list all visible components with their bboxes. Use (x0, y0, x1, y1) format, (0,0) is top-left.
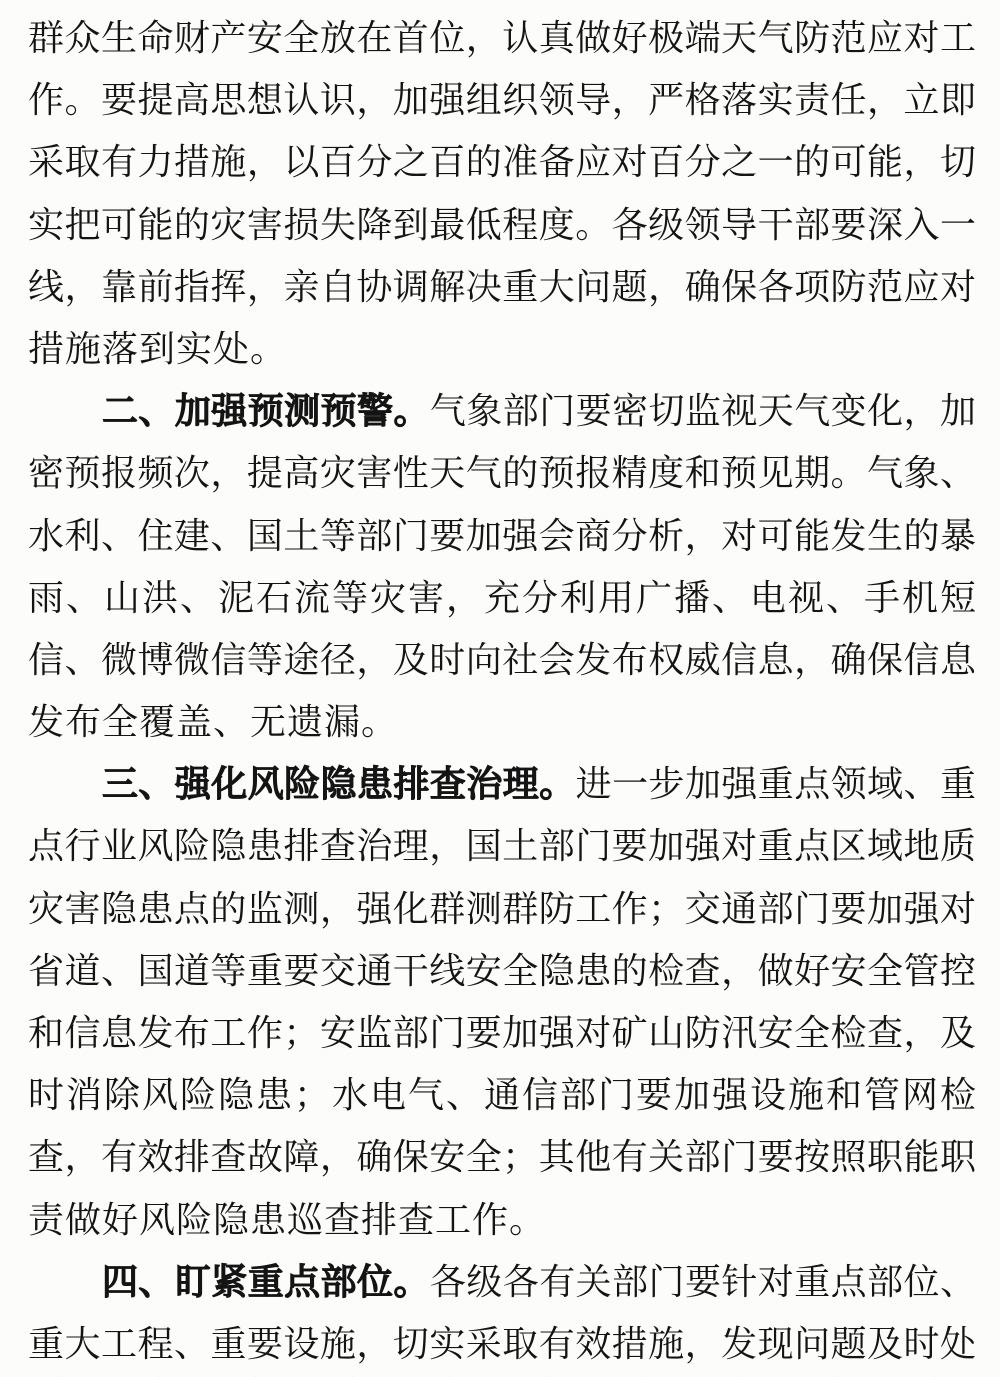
body-text: 信、微博微信等途径，及时向社会发布权威信息，确保信息 (28, 639, 976, 680)
body-text: 水利、住建、国土等部门要加强会商分析，对可能发生的暴 (28, 515, 976, 556)
body-text: 发布全覆盖、无遗漏。 (28, 702, 399, 743)
text-line (28, 878, 976, 940)
text-line (28, 567, 976, 629)
text-line (28, 505, 976, 567)
body-text: 和信息发布工作；安监部门要加强对矿山防汛安全检查，及 (28, 1013, 976, 1053)
section-4-heading: 四、盯紧重点部位。 (102, 1261, 430, 1302)
text-line (28, 629, 976, 691)
text-line (28, 1002, 976, 1064)
section-2-heading: 二、加强预测预警。 (102, 391, 430, 432)
body-text: 点行业风险隐患排查治理，国土部门要加强对重点区域地质 (28, 826, 976, 867)
text-line (28, 7, 976, 69)
text-line-section-2-start (28, 380, 976, 442)
body-text: 采取有力措施，以百分之百的准备应对百分之一的可能，切 (28, 142, 976, 183)
text-line (28, 940, 976, 1002)
section-3-heading: 三、强化风险隐患排查治理。 (102, 764, 576, 805)
text-line (28, 131, 976, 193)
body-text: 进一步加强重点领域、重 (575, 764, 976, 805)
text-line (28, 69, 976, 131)
text-line (28, 1313, 976, 1375)
body-text: 省道、国道等重要交通干线安全隐患的检查，做好安全管控 (28, 950, 976, 991)
text-line (28, 256, 976, 318)
text-line-section-4-start (28, 1251, 976, 1313)
text-line-paragraph-end (28, 1189, 976, 1251)
body-text: 时消除风险隐患；水电气、通信部门要加强设施和管网检 (28, 1075, 976, 1116)
text-line (28, 442, 976, 504)
text-line-paragraph-end (28, 691, 976, 753)
text-line (28, 815, 976, 877)
body-text: 查，有效排查故障，确保安全；其他有关部门要按照职能职 (28, 1137, 976, 1178)
text-line (28, 1064, 976, 1126)
body-text: 各级各有关部门要针对重点部位、 (429, 1261, 976, 1302)
text-line (28, 194, 976, 256)
body-text: 密预报频次，提高灾害性天气的预报精度和预见期。气象、 (28, 453, 976, 494)
body-text: 责做好风险隐患巡查排查工作。 (28, 1199, 547, 1240)
body-text: 作。要提高思想认识，加强组织领导，严格落实责任，立即 (28, 80, 976, 121)
body-text: 线，靠前指挥，亲自协调解决重大问题，确保各项防范应对 (28, 266, 976, 307)
body-text: 灾害隐患点的监测，强化群测群防工作；交通部门要加强对 (28, 888, 976, 929)
body-text: 雨、山洪、泥石流等灾害，充分利用广播、电视、手机短 (28, 577, 976, 618)
body-text: 措施落到实处。 (28, 328, 288, 369)
text-line-section-3-start (28, 753, 976, 815)
body-text: 气象部门要密切监视天气变化，加 (429, 391, 976, 432)
text-line (28, 1126, 976, 1188)
body-text: 重大工程、重要设施，切实采取有效措施，发现问题及时处 (28, 1323, 976, 1364)
text-line-paragraph-end (28, 318, 976, 380)
body-text: 实把可能的灾害损失降到最低程度。各级领导干部要深入一 (28, 204, 976, 245)
body-text: 群众生命财产安全放在首位，认真做好极端天气防范应对工 (28, 18, 976, 58)
